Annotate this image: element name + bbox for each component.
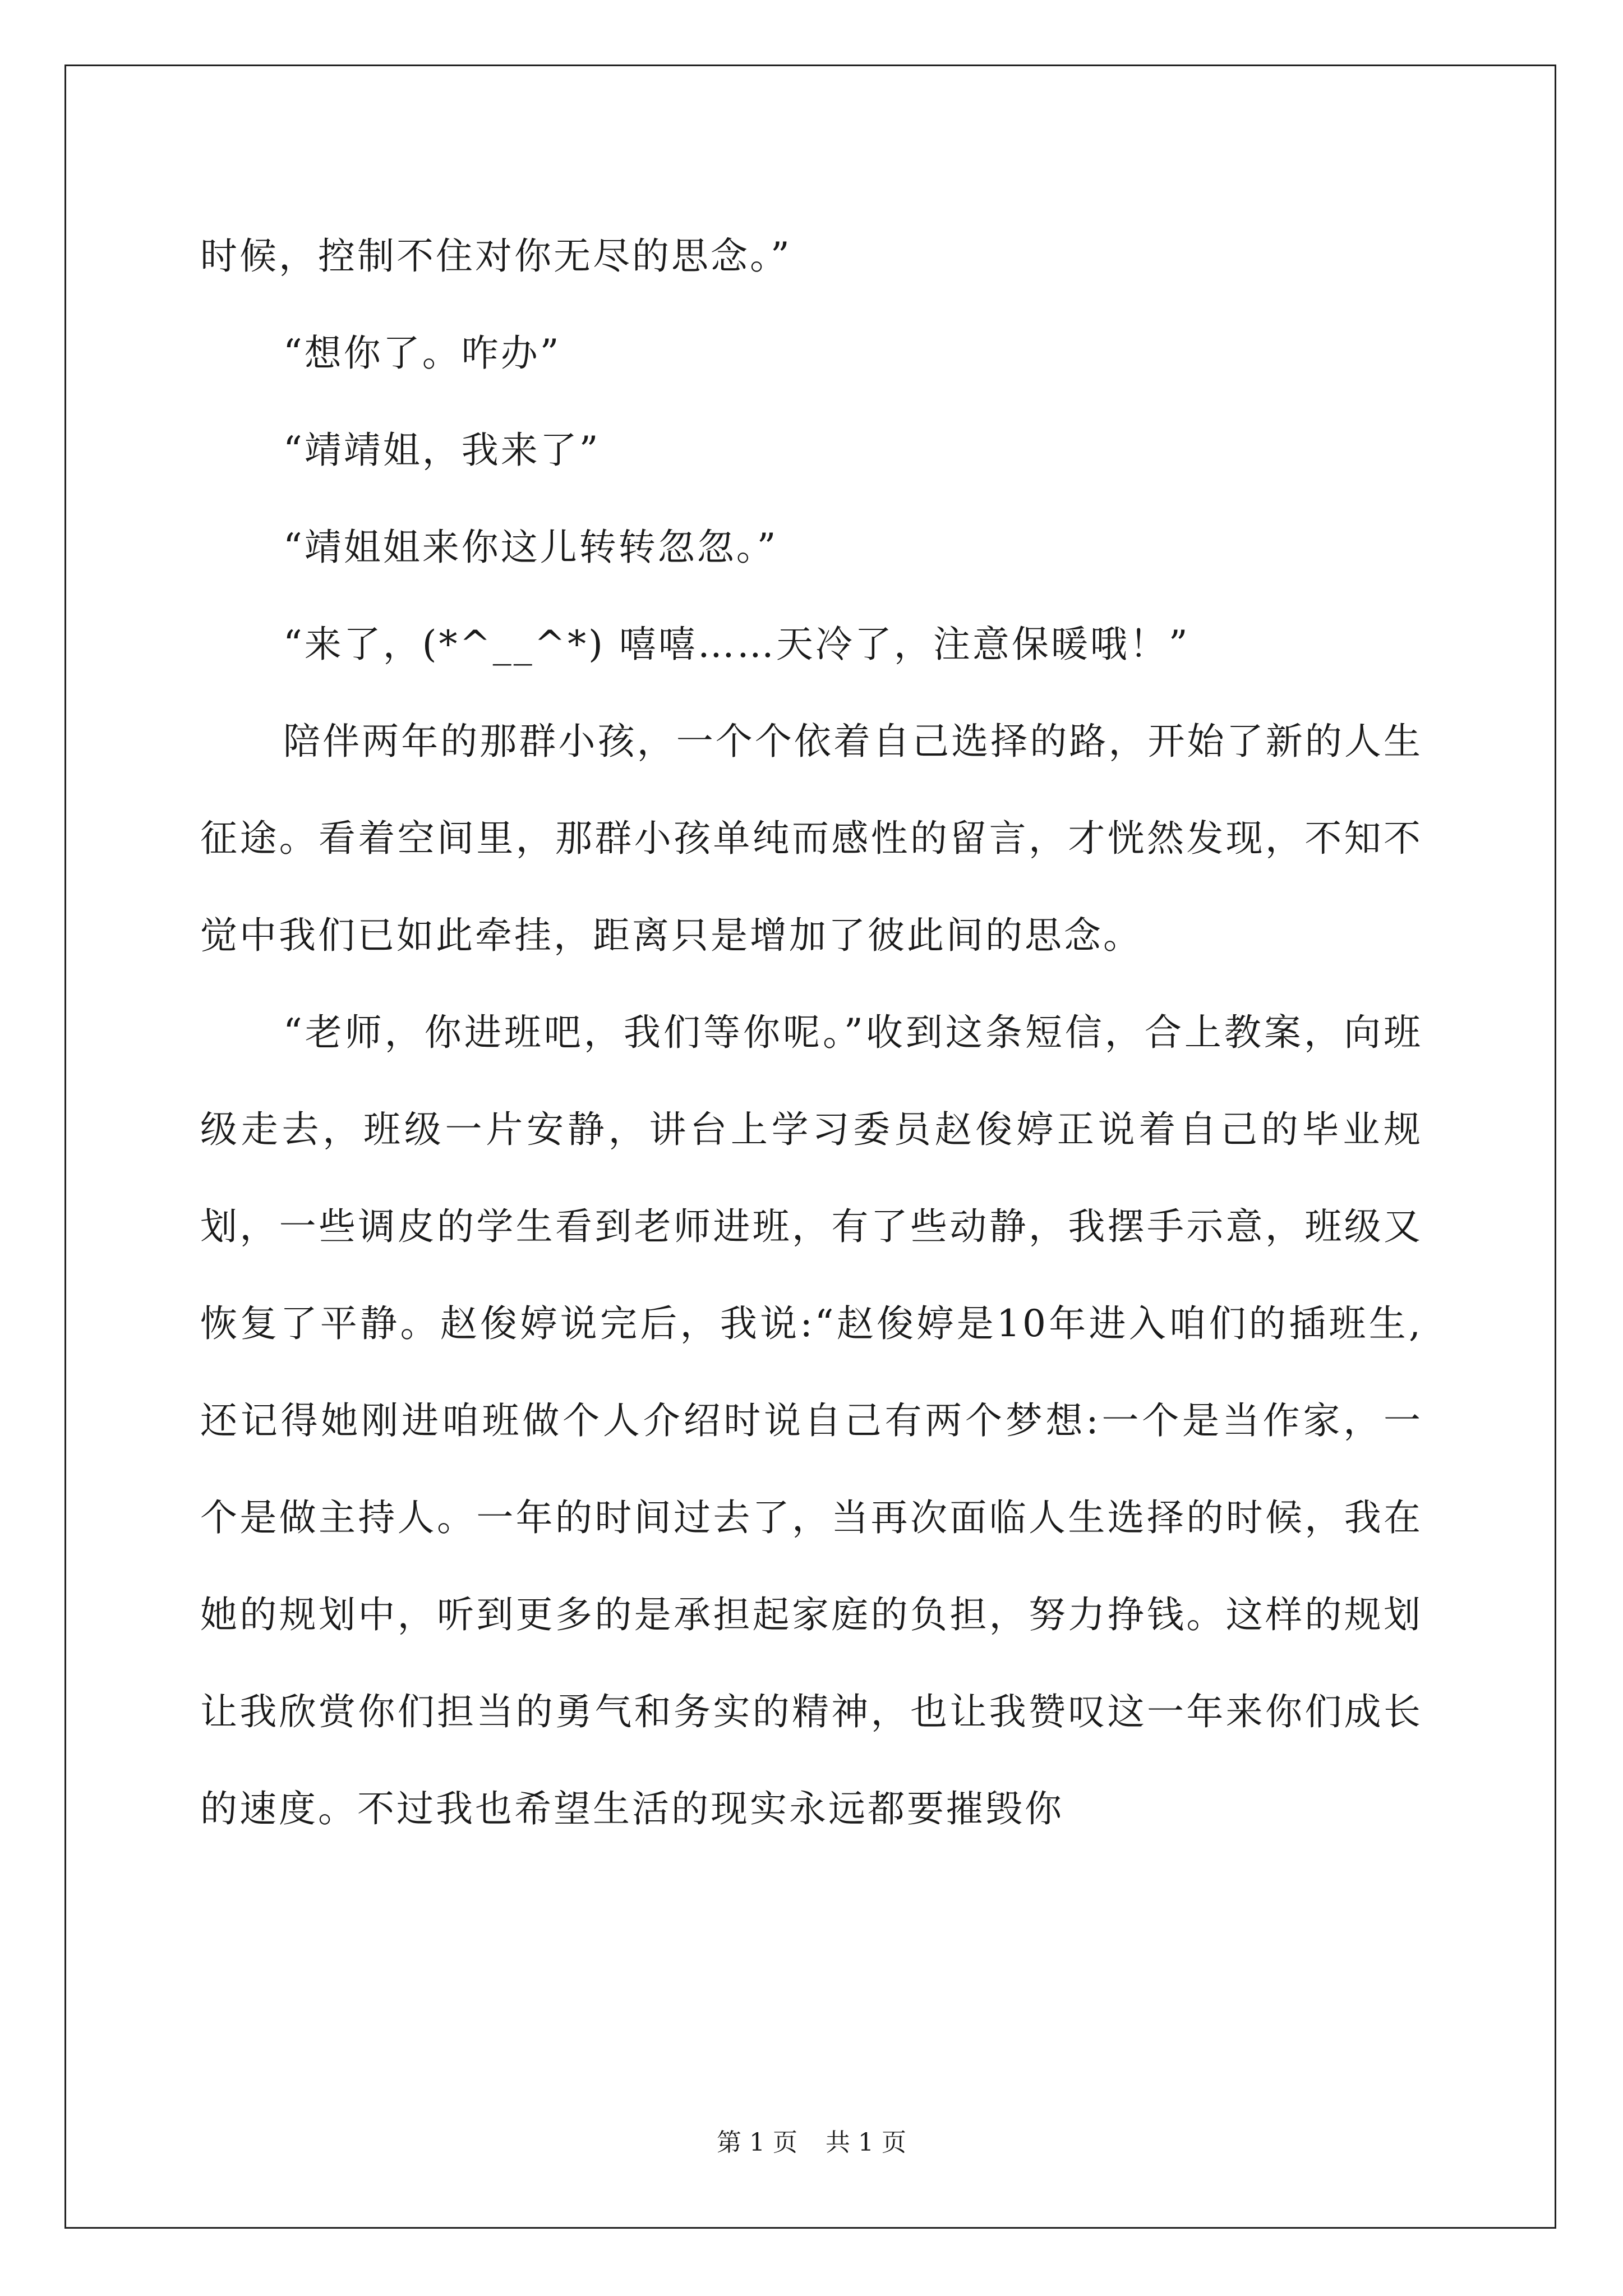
paragraph-2: “想你了。咋办” <box>283 332 561 375</box>
paragraph-1: 时候，控制不住对你无尽的思念。” <box>200 234 792 278</box>
paragraph-5: “来了，(*^__^*) 嘻嘻……天冷了，注意保暖哦！” <box>283 623 1190 666</box>
paragraph-4: “靖姐姐来你这儿转转忽忽。” <box>283 526 778 569</box>
paragraph-6: 陪伴两年的那群小孩，一个个依着自己选择的路，开始了新的人生征途。看着空间里，那群小孩单纯而感性的留言，才恍然发现，不知不觉中我们已如此牵挂，距离只是增加了彼此间的思念。 <box>200 720 1423 957</box>
paragraph-7: “老师，你进班吧，我们等你呢。”收到这条短信，合上教案，向班级走去，班级一片安静，讲台上学习委员赵俊婷正说着自己的毕业规划，一些调皮的学生看到老师进班，有了些动静，我摆手示意，班级又恢复了平静。赵俊婷说完后，我说:“赵俊婷是10年进入咱们的插班生,还记得她刚进咱班做个人介绍时说自己有两个梦想:一个是当作家，一个是做主持人。一年的时间过去了，当再次面临人生选择的时候，我在她的规划中，听到更多的是承担起家庭的负担，努力挣钱。这样的规划让我欣赏你们担当的勇气和务实的精神，也让我赞叹这一年来你们成长的速度。不过我也希望生活的现实永远都要摧毁你 <box>200 1011 1423 1830</box>
page-total: 共 1 页 <box>826 2128 906 2157</box>
page-number: 第 1 页 <box>717 2128 797 2157</box>
document-body <box>200 208 1423 1857</box>
paragraph-3: “靖靖姐，我来了” <box>283 429 601 472</box>
page-footer <box>0 2126 1623 2160</box>
